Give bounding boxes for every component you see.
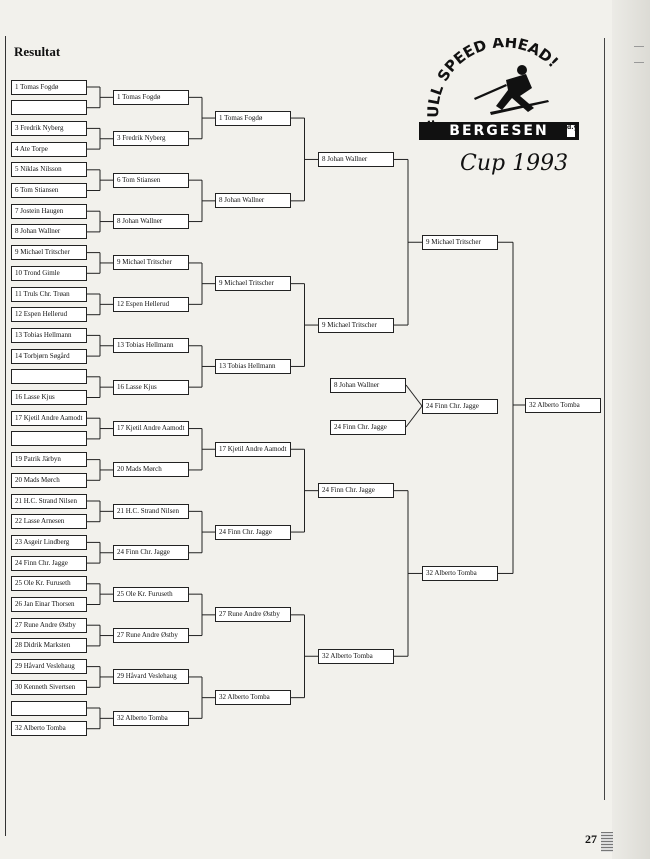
round-1-slot: 17 Kjetil Andre Aamodt <box>11 411 87 426</box>
round-2-slot: 29 Håvard Veslehaug <box>113 669 189 684</box>
round-1-slot <box>11 100 87 115</box>
round-3-slot: 13 Tobias Hellmann <box>215 359 291 374</box>
round-2-slot: 8 Johan Wallner <box>113 214 189 229</box>
round-2-slot: 3 Fredrik Nyberg <box>113 131 189 146</box>
logo-slogan: ULL SPEED AHEAD! <box>424 38 562 119</box>
round-2-slot: 25 Ole Kr. Furuseth <box>113 587 189 602</box>
round-2-slot: 20 Mads Mørch <box>113 462 189 477</box>
round-3-slot: 8 Johan Wallner <box>215 193 291 208</box>
round-1-slot: 26 Jan Einar Thorsen <box>11 597 87 612</box>
round-2-slot: 27 Rune Andre Østby <box>113 628 189 643</box>
round-1-slot: 4 Ate Torpe <box>11 142 87 157</box>
round-3-slot: 27 Rune Andre Østby <box>215 607 291 622</box>
page-title: Resultat <box>14 44 61 59</box>
round-1-slot: 8 Johan Wallner <box>11 224 87 239</box>
round-1-slot: 30 Kenneth Sivertsen <box>11 680 87 695</box>
round-2-slot: 32 Alberto Tomba <box>113 711 189 726</box>
round-1-slot: 6 Tom Stiansen <box>11 183 87 198</box>
round-2-slot: 1 Tomas Fogdø <box>113 90 189 105</box>
round-1-slot: 1 Tomas Fogdø <box>11 80 87 95</box>
round-4-slot: 32 Alberto Tomba <box>318 649 394 664</box>
round-1-slot: 14 Torbjørn Søgård <box>11 349 87 364</box>
round-1-slot: 19 Patrik Järbyn <box>11 452 87 467</box>
round-1-slot: 5 Niklas Nilsson <box>11 162 87 177</box>
round-1-slot: 21 H.C. Strand Nilsen <box>11 494 87 509</box>
round-2-slot: 9 Michael Tritscher <box>113 255 189 270</box>
round-4-slot: 24 Finn Chr. Jagge <box>318 483 394 498</box>
round-1-slot: 7 Jostein Haugen <box>11 204 87 219</box>
round-3-slot: 1 Tomas Fogdø <box>215 111 291 126</box>
round-1-slot: 3 Fredrik Nyberg <box>11 121 87 136</box>
round-1-slot <box>11 369 87 384</box>
round-2-slot: 24 Finn Chr. Jagge <box>113 545 189 560</box>
round-2-slot: 21 H.C. Strand Nilsen <box>113 504 189 519</box>
round-1-slot: 25 Ole Kr. Furuseth <box>11 576 87 591</box>
round-4-slot: 8 Johan Wallner <box>318 152 394 167</box>
bronze-slot: 8 Johan Wallner <box>330 378 406 393</box>
round-1-slot: 12 Espen Hellerud <box>11 307 87 322</box>
champion-slot: 32 Alberto Tomba <box>525 398 601 413</box>
round-1-slot: 16 Lasse Kjus <box>11 390 87 405</box>
round-3-slot: 9 Michael Tritscher <box>215 276 291 291</box>
round-2-slot: 13 Tobias Hellmann <box>113 338 189 353</box>
bronze-winner-slot: 24 Finn Chr. Jagge <box>422 399 498 414</box>
round-1-slot: 10 Trond Gimle <box>11 266 87 281</box>
round-1-slot: 11 Truls Chr. Trøan <box>11 287 87 302</box>
round-1-slot: 23 Asgeir Lindberg <box>11 535 87 550</box>
round-1-slot: 24 Finn Chr. Jagge <box>11 556 87 571</box>
round-3-slot: 24 Finn Chr. Jagge <box>215 525 291 540</box>
round-3-slot: 17 Kjetil Andre Aamodt <box>215 442 291 457</box>
round-1-slot <box>11 431 87 446</box>
round-1-slot: 27 Rune Andre Østby <box>11 618 87 633</box>
round-2-slot: 12 Espen Hellerud <box>113 297 189 312</box>
round-2-slot: 16 Lasse Kjus <box>113 380 189 395</box>
bronze-slot: 24 Finn Chr. Jagge <box>330 420 406 435</box>
round-4-slot: 9 Michael Tritscher <box>318 318 394 333</box>
round-3-slot: 32 Alberto Tomba <box>215 690 291 705</box>
round-2-slot: 6 Tom Stiansen <box>113 173 189 188</box>
round-1-slot: 29 Håvard Veslehaug <box>11 659 87 674</box>
logo-brand: BERGESEN d.y. <box>419 122 579 140</box>
round-1-slot: 20 Mads Mørch <box>11 473 87 488</box>
round-5-slot: 9 Michael Tritscher <box>422 235 498 250</box>
round-1-slot <box>11 701 87 716</box>
brand-suffix: d.y. <box>567 125 575 137</box>
round-1-slot: 32 Alberto Tomba <box>11 721 87 736</box>
logo-cup: Cup 1993 <box>460 151 569 176</box>
round-1-slot: 9 Michael Tritscher <box>11 245 87 260</box>
round-1-slot: 13 Tobias Hellmann <box>11 328 87 343</box>
round-1-slot: 28 Didrik Marksten <box>11 638 87 653</box>
skier-icon <box>474 65 549 115</box>
round-5-slot: 32 Alberto Tomba <box>422 566 498 581</box>
round-1-slot: 22 Lasse Arnesen <box>11 514 87 529</box>
page-number: 27 <box>585 832 597 846</box>
round-2-slot: 17 Kjetil Andre Aamodt <box>113 421 189 436</box>
